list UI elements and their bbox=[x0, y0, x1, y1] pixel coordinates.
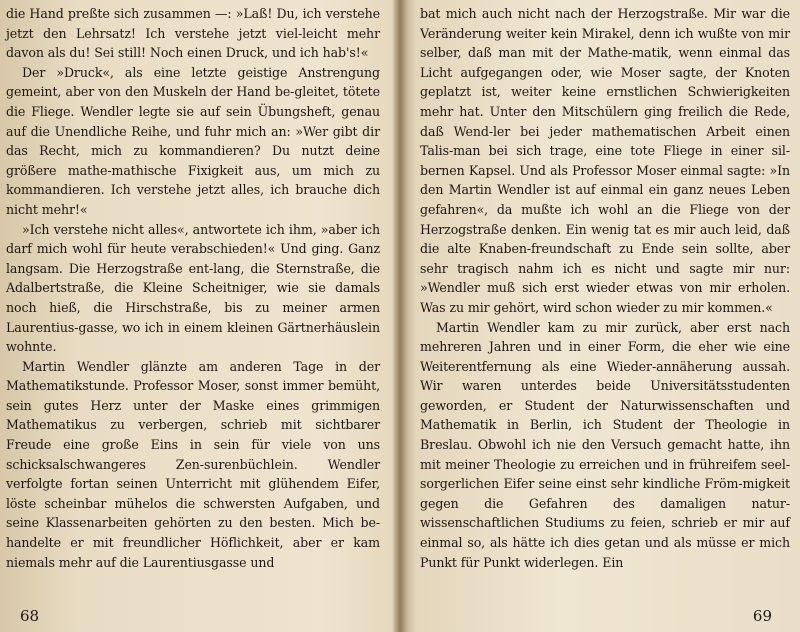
left-page bbox=[0, 0, 392, 632]
paragraph: Der »Druck«, als eine letzte geistige Anstrengung gemeint, aber von den Muskeln der Hand be-gleitet, tötete die Fliege. Wendler legte sie auf sein Übungsheft, genau auf die Unendliche Reihe, und fuhr mich an: »Wer gibt dir das Recht, mich zu kommandieren? Du nutzt deine größere mathe-mathische Fixigkeit aus, um mich zu kommandieren. Ich verstehe jetzt alles, ich brauche dich nicht mehr!« bbox=[6, 64, 380, 217]
page-number: 69 bbox=[752, 607, 772, 625]
page-number: 68 bbox=[20, 607, 40, 625]
right-page bbox=[408, 0, 800, 632]
paragraph: »Ich verstehe nicht alles«, antwortete ich ihm, »aber ich darf mich wohl für heute verabschieden!« Und ging. Ganz langsam. Die Herzogstraße ent-lang, die Sternstraße, die Adalbertstraße, die Kleine Scheitniger, wie sie damals noch hieß, die Hirschstraße, bis zu meiner armen Laurentius-gasse, wo ich in einem kleinen Gärtnerhäuslein wohnte. bbox=[6, 221, 380, 355]
paragraph: bat mich auch nicht nach der Herzogstraße. Mir war die Veränderung weiter kein Mirakel, denn ich wußte von mir selber, daß man mit der Mathe-matik, wenn einmal das Licht aufgegangen oder, wie Moser sagte, der Knoten geplatzt ist, weiter keine ernstlichen Schwierigkeiten mehr hat. Unter den Mitschülern ging freilich die Rede, daß Wend-ler bei jeder mathematischen Arbeit einen Talis-man bei sich trage, eine tote Fliege in einer sil-bernen Kapsel. Und als Professor Moser einmal sagte: »In den Martin Wendler ist auf einmal ein ganz neues Leben gefahren«, da mußte ich wohl an die Fliege von der Herzogstraße denken. Ein wenig tat es mir auch leid, daß die alte Knaben-freundschaft zu Ende sein sollte, aber sehr tragisch nahm ich es nicht und sagte mir nur: »Wendler muß sich erst wieder etwas von mir erholen. Was zu mir gehört, wird schon wieder zu mir kommen.« bbox=[420, 6, 790, 315]
paragraph: Martin Wendler kam zu mir zurück, aber erst nach mehreren Jahren und in einer Form, die eher wie eine Weiterentfernung als eine Wieder-annäherung aussah. Wir waren unterdes beide Universitätsstudenten geworden, er Student der Naturwissenschaften und Mathematik in Berlin, ich Student der Theologie in Breslau. Obwohl ich nie den Versuch gemacht hatte, ihn mit meiner Theologie zu erreichen und in frühreifem seel-sorgerlichen Eifer seine einst sehr kindliche Fröm-migkeit gegen die Gefahren des damaligen natur-wissenschaftlichen Studiums zu feien, schrieb er mir auf einmal so, als hätte ich dies getan und als müsse er mich Punkt für Punkt widerlegen. Ein bbox=[420, 319, 790, 570]
paragraph: Martin Wendler glänzte am anderen Tage in der Mathematikstunde. Professor Moser, sonst immer bemüht, sein gutes Herz unter der Maske eines grimmigen Mathematikus zu verbergen, schrieb mit sichtbarer Freude eine große Eins in sein für viele von uns schicksalschwangeres Zen-surenbüchlein. Wendler verfolgte fortan seinen Unterricht mit glühendem Eifer, löste scheinbar mühelos die schwersten Aufgaben, und seine Klassenarbeiten gehörten zu den besten. Mich be-handelte er mit freundlicher Höflichkeit, aber er kam niemals mehr auf die Laurentiusgasse und bbox=[6, 358, 380, 570]
book-gutter bbox=[392, 0, 408, 632]
paragraph: die Hand preßte sich zusammen —: »Laß! Du, ich verstehe jetzt den Lehrsatz! Ich verstehe jetzt viel-leicht mehr davon als du! Sei still! Noch einen Druck, und ich hab's!« bbox=[6, 6, 380, 61]
